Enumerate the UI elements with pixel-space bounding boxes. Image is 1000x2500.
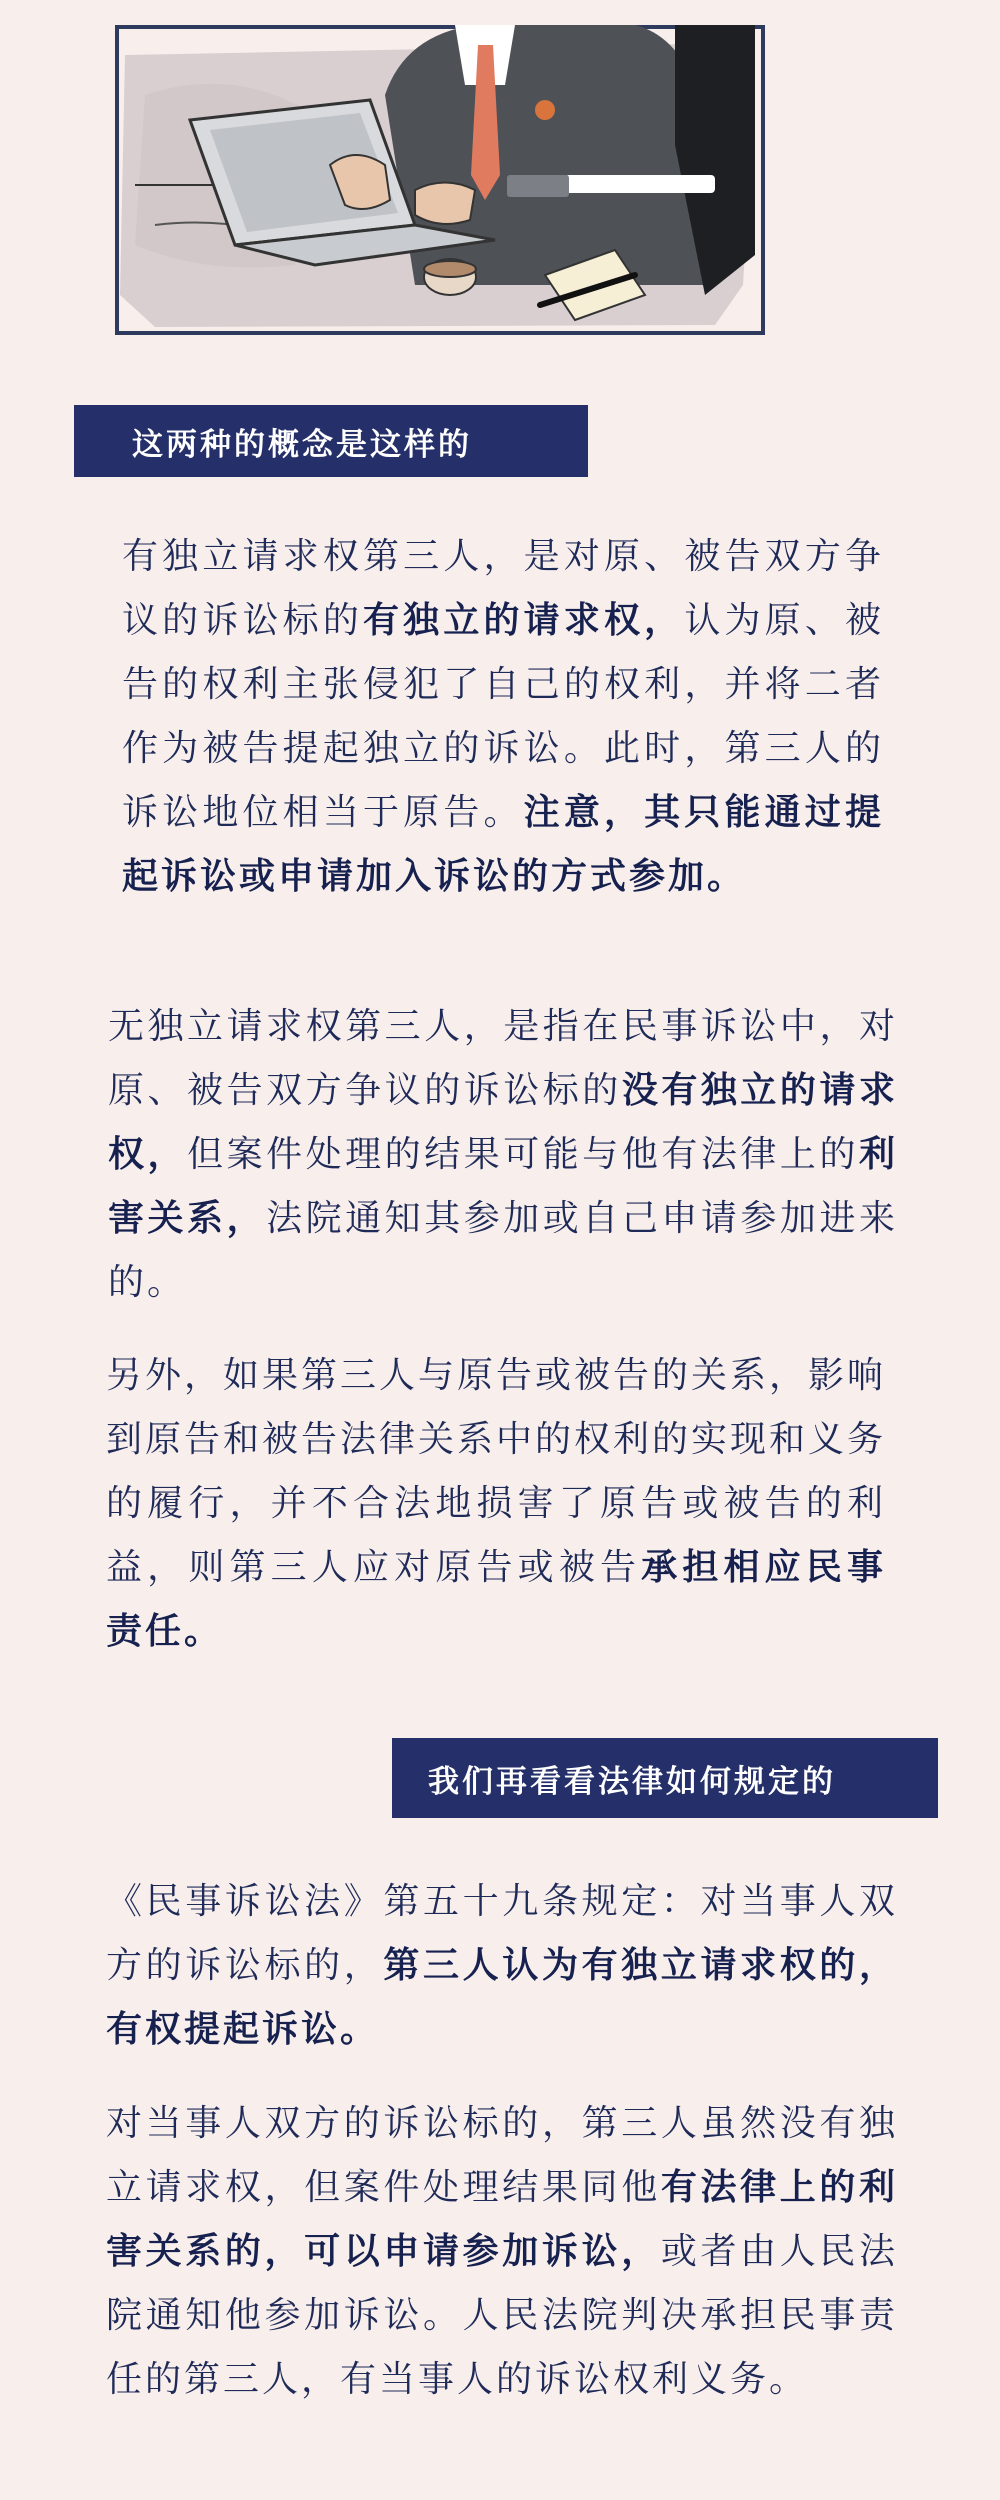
paragraph-text: 认为原、被告的权利主张侵犯了自己的权利，并将二者作为被告提起独立的诉讼。此时，第三人的诉讼地位相当于原告。 [122, 600, 884, 833]
paragraph-text: 但案件处理的结果可能与他有法律上的 [187, 1134, 859, 1175]
paragraph-article-59-part2 [106, 2092, 898, 2412]
paragraph-text: 法院通知其参加或自己申请参加进来的。 [108, 1198, 898, 1303]
paragraph-text: 或者由人民法院通知他参加诉讼。人民法院判决承担民事责任的第三人，有当事人的诉讼权利义务。 [106, 2231, 898, 2400]
lawyer-at-laptop-illustration [115, 25, 765, 335]
emphasized-text: 第三人认为有独立请求权的，有权提起诉讼。 [106, 1945, 898, 2050]
section-heading-law: 我们再看看法律如何规定的 [392, 1738, 938, 1818]
emphasized-text: 没有独立的请求权， [108, 1070, 898, 1175]
paragraph-text: 另外，如果第三人与原告或被告的关系，影响到原告和被告法律关系中的权利的实现和义务的履行，并不合法地损害了原告或被告的利益，则第三人应对原告或被告 [106, 1355, 887, 1588]
paragraph-independent-third-party [122, 525, 884, 909]
paragraph-text: 《民事诉讼法》第五十九条规定：对当事人双方的诉讼标的， [106, 1881, 898, 1986]
emphasized-text: 有独立的请求权， [363, 600, 685, 641]
section-heading-concepts: 这两种的概念是这样的 [74, 405, 588, 477]
paragraph-liability-note [106, 1344, 886, 1664]
paragraph-non-independent-third-party [108, 995, 898, 1315]
paragraph-article-59-part1 [106, 1870, 898, 2062]
emphasized-text: 承担相应民事责任。 [106, 1547, 886, 1652]
emphasized-text: 注意，其只能通过提起诉讼或申请加入诉讼的方式参加。 [122, 792, 884, 897]
paragraph-text: 对当事人双方的诉讼标的，第三人虽然没有独立请求权，但案件处理结果同他 [106, 2103, 898, 2208]
emphasized-text: 有法律上的利害关系的，可以申请参加诉讼， [106, 2167, 898, 2272]
emphasized-text: 利害关系， [108, 1134, 898, 1239]
paragraph-text: 有独立请求权第三人，是对原、被告双方争议的诉讼标的 [122, 536, 884, 641]
paragraph-text: 无独立请求权第三人，是指在民事诉讼中，对原、被告双方争议的诉讼标的 [108, 1006, 898, 1111]
